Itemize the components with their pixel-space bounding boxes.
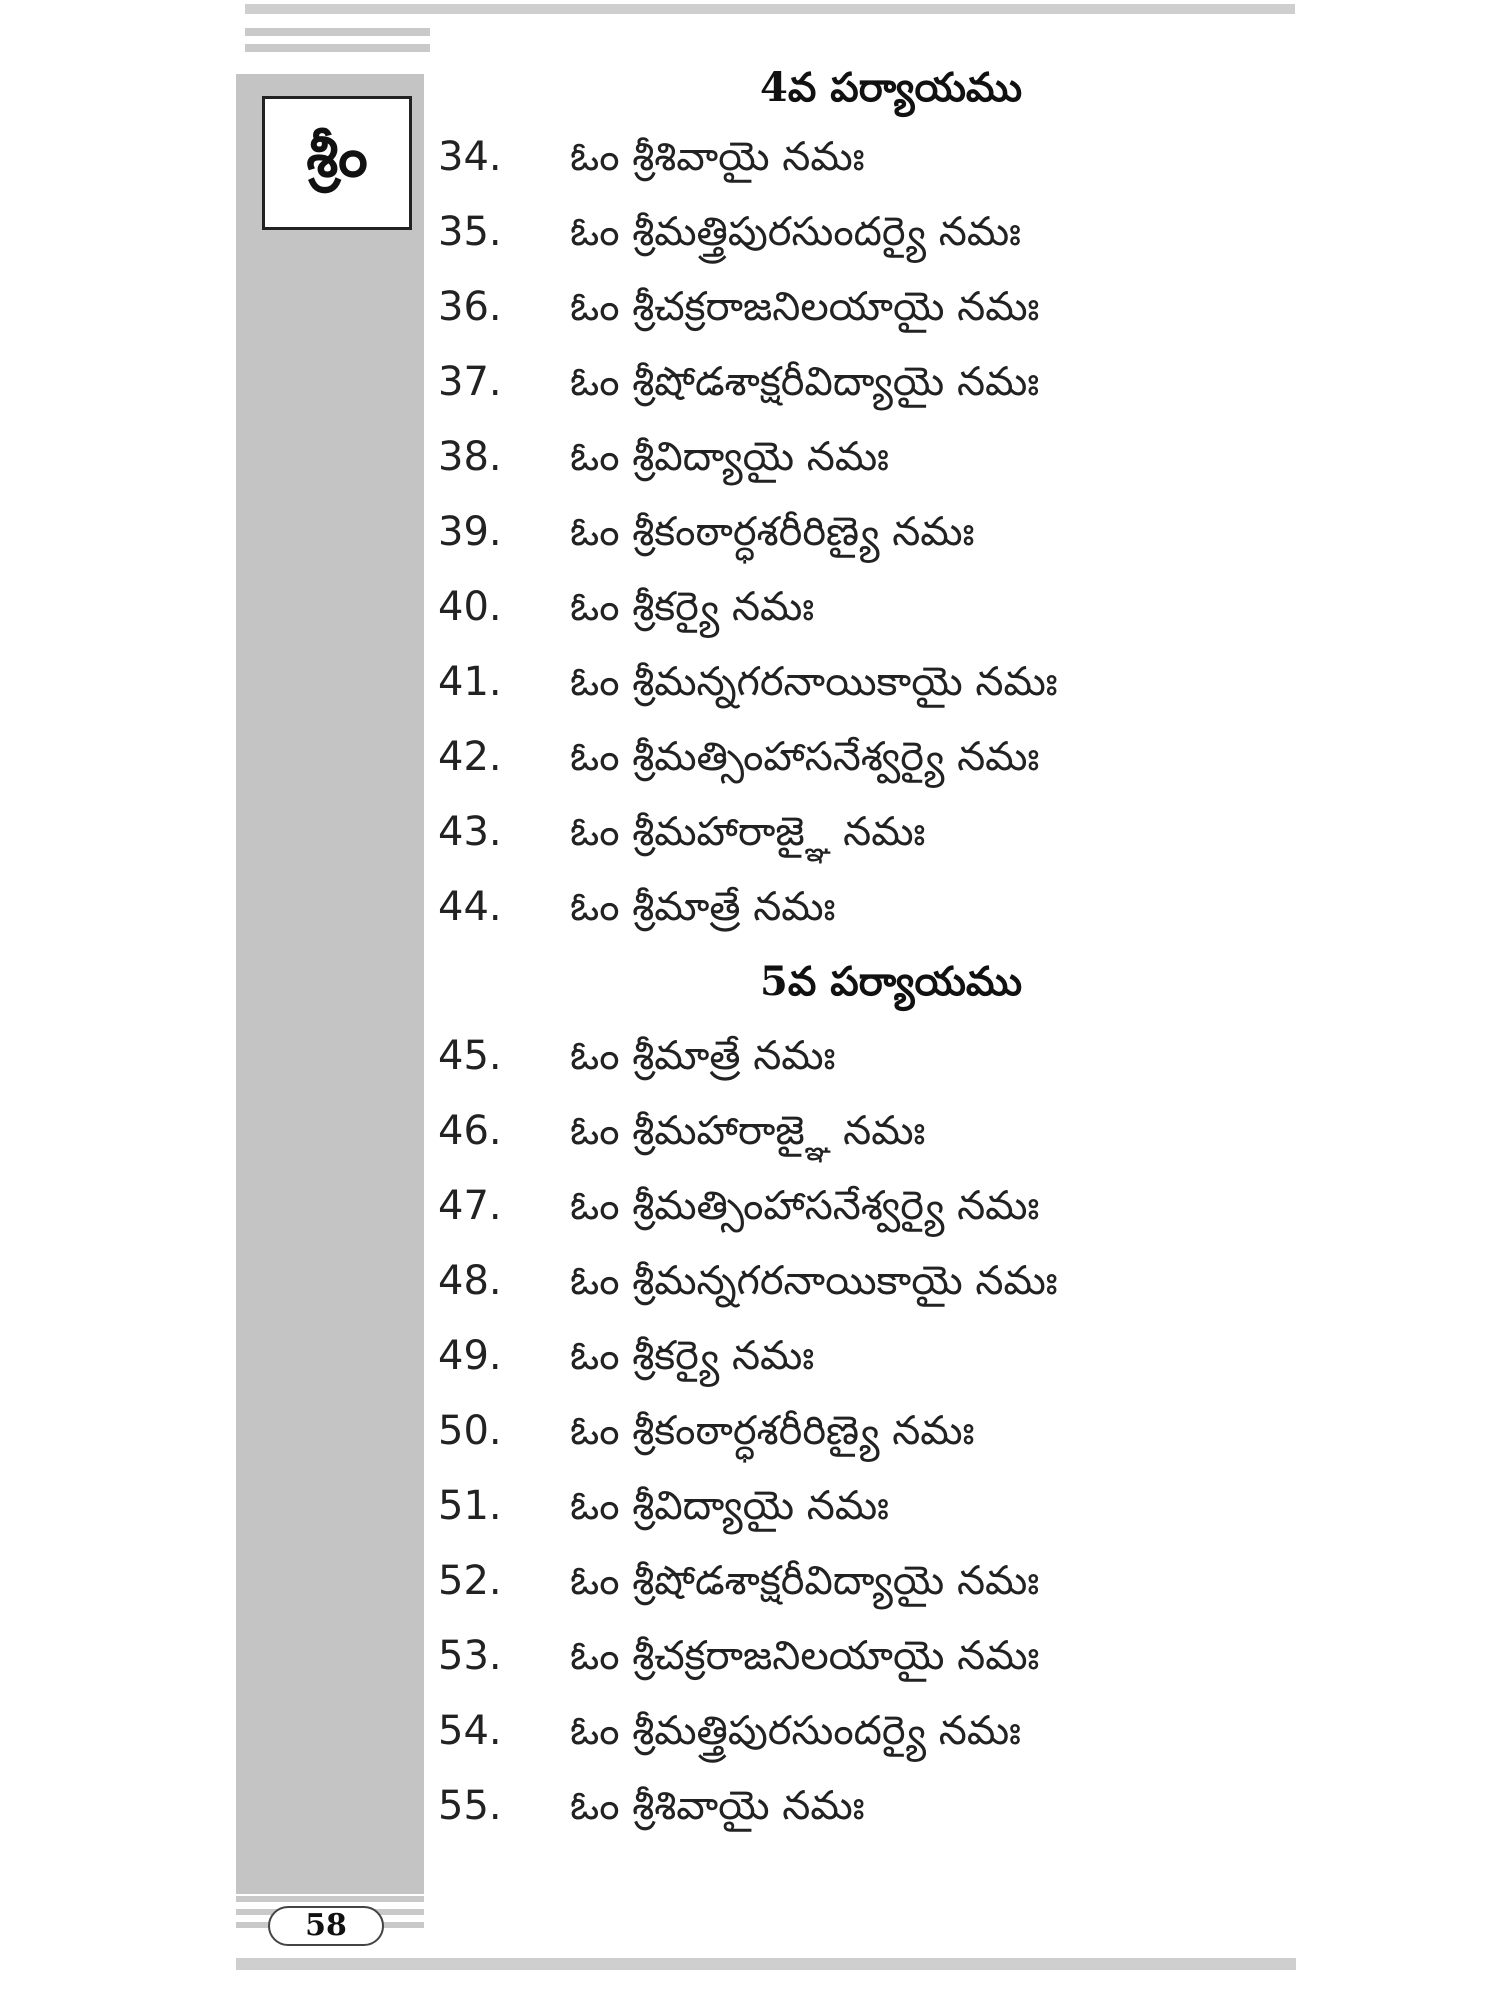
item-text: ఓం శ్రీషోడశాక్షరీవిద్యాయై నమః [570, 359, 1040, 405]
item-text: ఓం శ్రీమన్నగరనాయికాయై నమః [570, 1258, 1058, 1304]
list-item [430, 1469, 1290, 1544]
side-glyph: శ్రీం [262, 96, 412, 230]
top-rule [245, 4, 1295, 14]
list-item [430, 345, 1290, 420]
item-text: ఓం శ్రీచక్రరాజనిలయాయై నమః [570, 1633, 1040, 1679]
item-text: ఓం శ్రీశివాయై నమః [570, 1783, 865, 1829]
item-text: ఓం శ్రీకర్యై నమః [570, 584, 815, 630]
list-item [430, 870, 1290, 945]
item-text: ఓం శ్రీషోడశాక్షరీవిద్యాయై నమః [570, 1558, 1040, 1604]
list-item [430, 495, 1290, 570]
item-number: 36. [438, 284, 502, 330]
item-number: 43. [438, 809, 502, 855]
item-text: ఓం శ్రీమత్సింహాసనేశ్వర్యై నమః [570, 1183, 1040, 1229]
item-text: ఓం శ్రీమత్సింహాసనేశ్వర్యై నమః [570, 734, 1040, 780]
section-5 [430, 945, 1290, 1844]
item-number: 45. [438, 1033, 502, 1079]
item-number: 35. [438, 209, 502, 255]
item-number: 39. [438, 509, 502, 555]
section-heading: 4వ పర్యాయము [760, 64, 1023, 111]
list-item [430, 195, 1290, 270]
list-item [430, 1244, 1290, 1319]
page-number: 58 [268, 1906, 384, 1946]
list-item [430, 645, 1290, 720]
list-item [430, 1694, 1290, 1769]
list-item [430, 1019, 1290, 1094]
section-heading: 5వ పర్యాయము [760, 958, 1023, 1005]
list-item [430, 420, 1290, 495]
item-text: ఓం శ్రీవిద్యాయై నమః [570, 1483, 889, 1529]
side-decor-stripes [245, 28, 430, 60]
item-text: ఓం శ్రీవిద్యాయై నమః [570, 434, 889, 480]
list-item [430, 795, 1290, 870]
list-item [430, 1094, 1290, 1169]
item-number: 44. [438, 884, 502, 930]
item-text: ఓం శ్రీమత్త్రిపురసుందర్యై నమః [570, 209, 1021, 255]
item-number: 37. [438, 359, 502, 405]
list-item [430, 270, 1290, 345]
item-text: ఓం శ్రీమహారాజ్ఞై నమః [570, 1108, 926, 1154]
item-number: 52. [438, 1558, 502, 1604]
item-number: 38. [438, 434, 502, 480]
mantra-list [430, 56, 1290, 1844]
item-text: ఓం శ్రీమత్త్రిపురసుందర్యై నమః [570, 1708, 1021, 1754]
list-item [430, 1619, 1290, 1694]
item-text: ఓం శ్రీకర్యై నమః [570, 1333, 815, 1379]
list-item [430, 1769, 1290, 1844]
item-text: ఓం శ్రీమహారాజ్ఞై నమః [570, 809, 926, 855]
item-number: 40. [438, 584, 502, 630]
item-text: ఓం శ్రీమన్నగరనాయికాయై నమః [570, 659, 1058, 705]
list-item [430, 720, 1290, 795]
item-number: 49. [438, 1333, 502, 1379]
item-number: 41. [438, 659, 502, 705]
bottom-rule [236, 1958, 1296, 1970]
item-number: 42. [438, 734, 502, 780]
list-item [430, 1319, 1290, 1394]
list-item [430, 570, 1290, 645]
item-number: 48. [438, 1258, 502, 1304]
list-item [430, 120, 1290, 195]
item-number: 51. [438, 1483, 502, 1529]
item-number: 46. [438, 1108, 502, 1154]
item-text: ఓం శ్రీశివాయై నమః [570, 134, 865, 180]
section-4 [430, 56, 1290, 945]
item-number: 47. [438, 1183, 502, 1229]
side-panel [236, 74, 424, 1894]
item-number: 55. [438, 1783, 502, 1829]
item-text: ఓం శ్రీచక్రరాజనిలయాయై నమః [570, 284, 1040, 330]
item-text: ఓం శ్రీమాత్రే నమః [570, 884, 836, 930]
item-number: 54. [438, 1708, 502, 1754]
list-item [430, 1544, 1290, 1619]
list-item [430, 1394, 1290, 1469]
item-text: ఓం శ్రీకంఠార్ధశరీరిణ్యై నమః [570, 1408, 975, 1454]
item-number: 34. [438, 134, 502, 180]
item-text: ఓం శ్రీకంఠార్ధశరీరిణ్యై నమః [570, 509, 975, 555]
item-text: ఓం శ్రీమాత్రే నమః [570, 1033, 836, 1079]
list-item [430, 1169, 1290, 1244]
item-number: 53. [438, 1633, 502, 1679]
item-number: 50. [438, 1408, 502, 1454]
